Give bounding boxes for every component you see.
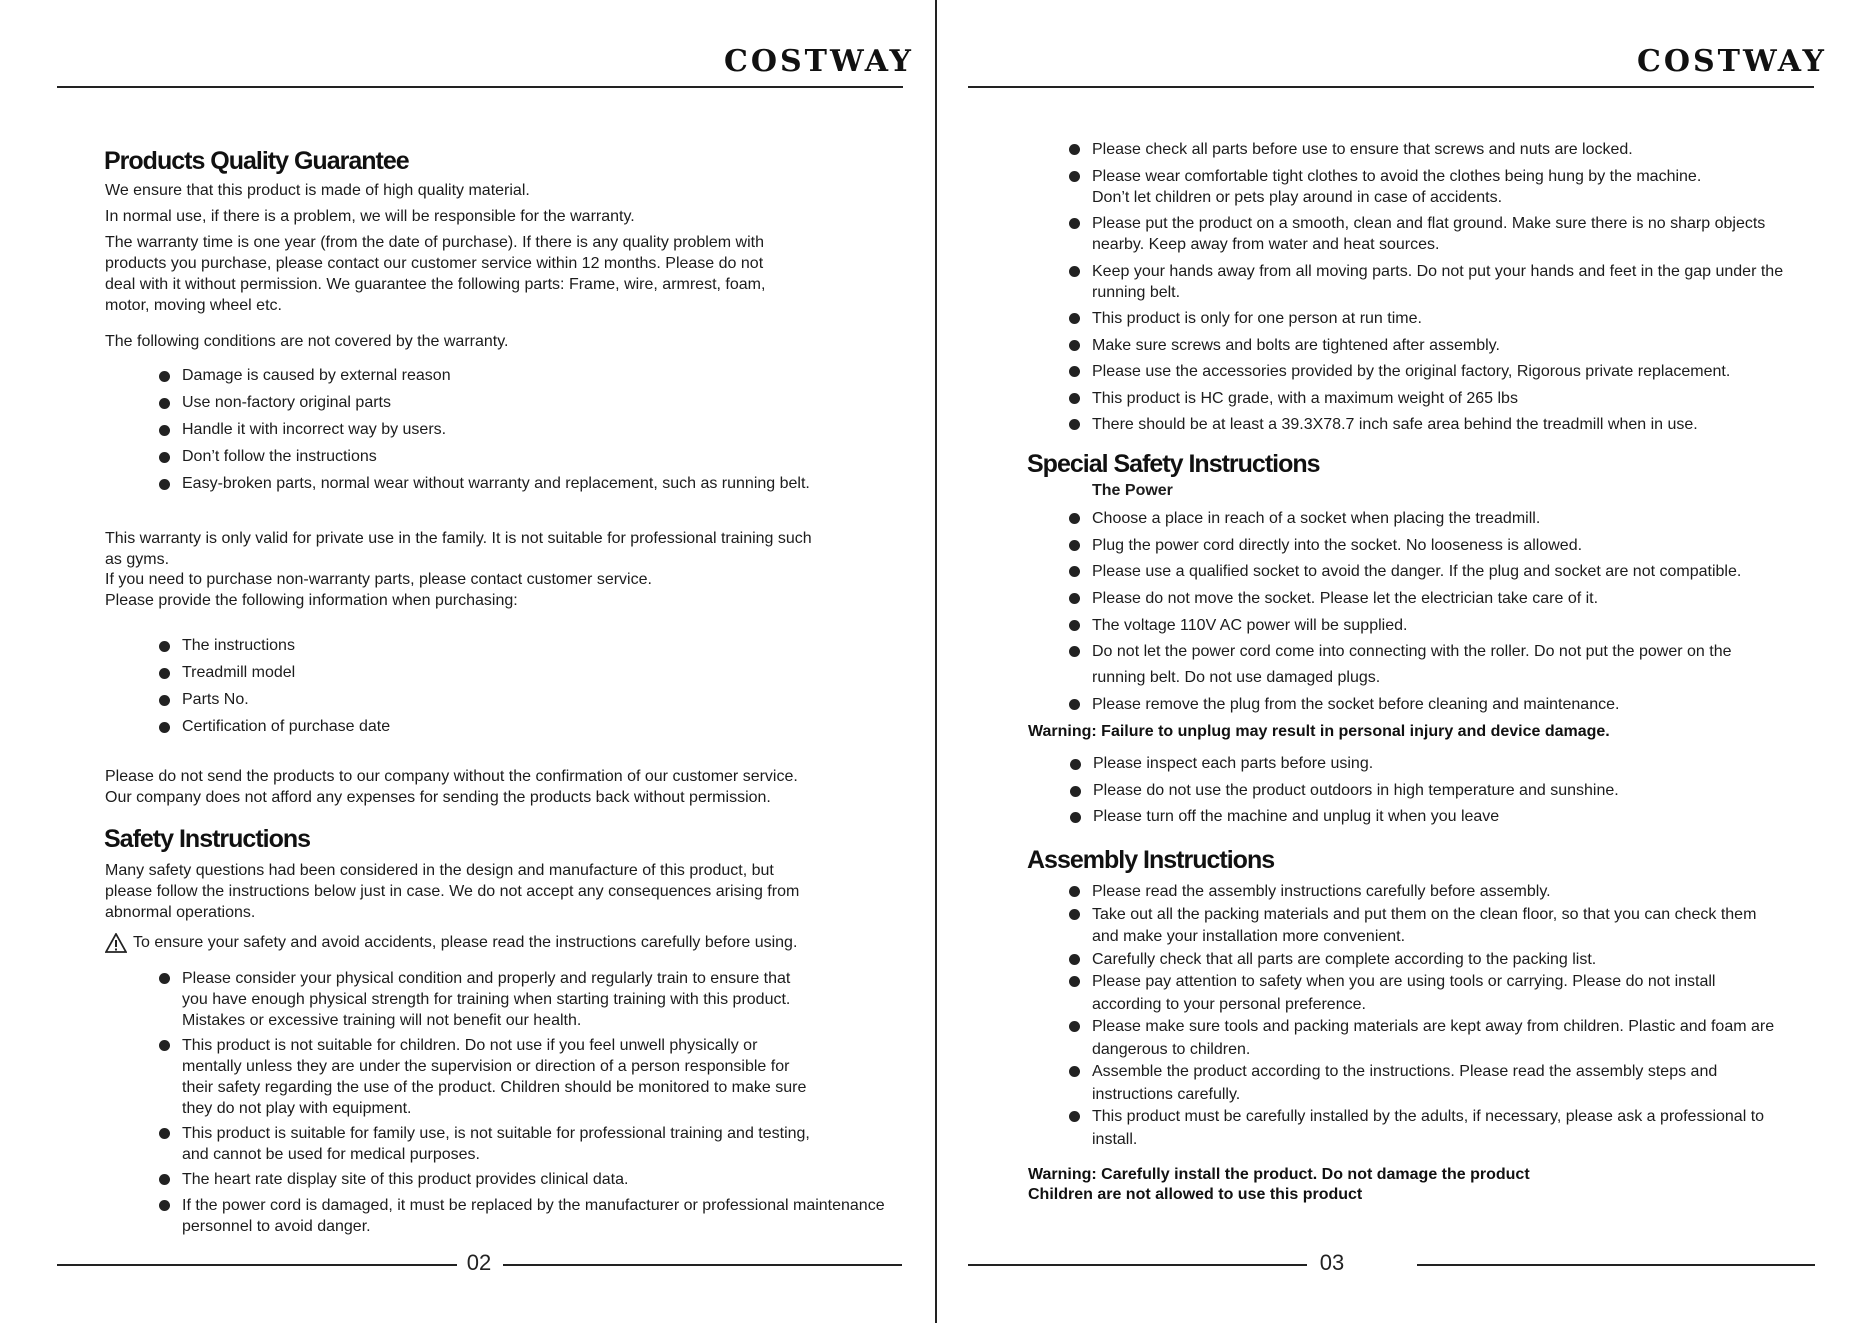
page-right [937,0,1870,1323]
text-line: This product is suitable for family use, is not suitable for professional training and testing, [182,1125,810,1142]
text-line: Please use a qualified socket to avoid the danger. If the plug and socket are not compatible. [1092,563,1742,581]
brand-logo: COSTWAY [1637,44,1827,79]
list-item [1069,561,1741,582]
text-line: please follow the instructions below just in case. We do not accept any consequences arising from [105,883,800,900]
list-item: Please turn off the machine and unplug it when you leave [1070,807,1619,834]
list-item [1069,641,1741,688]
list-item [1069,308,1783,329]
text-line: abnormal operations. [105,904,256,921]
text-line: mentally unless they are under the supervision or direction of a person responsible for [182,1058,790,1075]
list-item [1069,361,1783,382]
text-line: Please do not move the socket. Please let the electrician take care of it. [1092,590,1599,608]
list-item [1069,615,1741,636]
list-item [1069,971,1774,1016]
list-item [159,1195,885,1237]
text-line: The heart rate display site of this product provides clinical data. [182,1171,629,1188]
text-line: Please wear comfortable tight clothes to avoid the clothes being hung by the machine. [1092,167,1702,185]
list-item [1069,904,1774,949]
private-use-para [105,529,812,611]
text-line: running belt. [1092,283,1181,301]
list-item: Parts No. [159,690,390,717]
text-line: Please check all parts before use to ensure that screws and nuts are locked. [1092,141,1633,158]
general-safety-list [1069,139,1783,441]
assembly-warning [1028,1165,1530,1205]
text-line: Do not let the power cord come into connecting with the roller. Do not put the power on the [1092,643,1732,661]
text-line: running belt. Do not use damaged plugs. [1092,669,1381,687]
footer-rule-left [57,1264,457,1266]
text-line: deal with it without permission. We guarantee the following parts: Frame, wire, armrest, foam, [105,276,766,293]
list-item [1069,949,1774,972]
list-item: Don’t follow the instructions [159,447,810,474]
brand-logo: COSTWAY [724,44,914,79]
quality-para-3 [105,232,765,316]
quality-heading: Products Quality Guarantee [104,147,409,175]
text-line: according to your personal preference. [1092,995,1366,1013]
footer-rule-right [1417,1264,1815,1266]
list-item: Please inspect each parts before using. [1070,754,1619,781]
header-rule [968,86,1814,88]
list-item: Certification of purchase date [159,717,390,744]
not-covered-list [159,366,810,501]
list-item [159,968,885,1031]
text-line: Choose a place in reach of a socket when placing the treadmill. [1092,510,1541,527]
text-line: motor, moving wheel etc. [105,297,282,314]
text-line: Take out all the packing materials and put them on the clean floor, so that you can check them [1092,905,1757,923]
text-line: and cannot be used for medical purposes. [182,1146,480,1163]
text-line: and make your installation more convenient. [1092,928,1406,945]
text-line: Keep your hands away from all moving parts. Do not put your hands and feet in the gap under the [1092,262,1784,280]
text-line: The warranty time is one year (from the date of purchase). If there is any quality problem with [105,234,764,251]
list-item: Easy-broken parts, normal wear without warranty and replacement, such as running belt. [159,474,810,501]
text-line: Please read the assembly instructions carefully before assembly. [1092,883,1551,900]
text-line: If you need to purchase non-warranty parts, please contact customer service. [105,571,652,588]
list-item [1069,414,1783,435]
closing-para [105,766,798,808]
text-line: Please consider your physical condition and properly and regularly train to ensure that [182,970,791,987]
additional-safety-list [1070,754,1619,834]
list-item [1069,881,1774,904]
text-line: as gyms. [105,550,170,568]
list-item [1069,535,1741,556]
text-line: Make sure screws and bolts are tightened after assembly. [1092,336,1500,354]
list-item: The instructions [159,636,390,663]
text-line: Children are not allowed to use this product [1028,1186,1363,1203]
list-item [1069,388,1783,409]
text-line: Many safety questions had been considered in the design and manufacture of this product, but [105,862,774,879]
caution-text: To ensure your safety and avoid accidents, please read the instructions carefully before using. [133,934,798,952]
text-line: Please provide the following information when purchasing: [105,591,518,609]
safety-heading: Safety Instructions [104,825,311,853]
text-line: install. [1092,1130,1138,1148]
header-rule [57,86,903,88]
purchase-info-list [159,636,390,744]
quality-para-1: We ensure that this product is made of high quality material. [105,182,530,199]
list-item [1069,166,1783,208]
text-line: they do not play with equipment. [182,1100,412,1117]
power-list [1069,508,1741,721]
list-item [1069,335,1783,356]
list-item [1069,1061,1774,1106]
text-line: products you purchase, please contact our customer service within 12 months. Please do not [105,255,764,272]
list-item: Handle it with incorrect way by users. [159,420,810,447]
text-line: Plug the power cord directly into the socket. No looseness is allowed. [1092,536,1583,554]
text-line: Our company does not afford any expenses for sending the products back without permission. [105,789,771,806]
text-line: This product must be carefully installed by the adults, if necessary, please ask a professional to [1092,1108,1765,1125]
list-item: Damage is caused by external reason [159,366,810,393]
list-item [159,1035,885,1119]
list-item [159,1123,885,1165]
text-line: instructions carefully. [1092,1085,1241,1103]
text-line: Please use the accessories provided by the original factory, Rigorous private replacement. [1092,363,1731,380]
special-safety-heading: Special Safety Instructions [1027,450,1320,478]
quality-para-2: In normal use, if there is a problem, we will be responsible for the warranty. [105,208,635,225]
assembly-heading: Assembly Instructions [1027,846,1275,874]
text-line: If the power cord is damaged, it must be replaced by the manufacturer or professional maintenance [182,1197,885,1214]
text-line: Please make sure tools and packing materials are kept away from children. Plastic and foam are [1092,1018,1775,1035]
text-line: Carefully check that all parts are complete according to the packing list. [1092,950,1597,968]
page-number: 03 [1319,1250,1345,1275]
warning-triangle-icon [105,933,127,953]
list-item [1069,213,1783,255]
text-line: Don’t let children or pets play around in case of accidents. [1092,188,1503,206]
text-line: This product is HC grade, with a maximum weight of 265 lbs [1092,389,1518,407]
text-line: Please pay attention to safety when you are using tools or carrying. Please do not install [1092,973,1716,990]
list-item [159,1169,885,1191]
text-line: personnel to avoid danger. [182,1218,371,1235]
text-line: Please do not send the products to our company without the confirmation of our customer service. [105,768,798,785]
list-item [1069,508,1741,529]
list-item [1069,1106,1774,1151]
text-line: Assemble the product according to the instructions. Please read the assembly steps and [1092,1063,1718,1080]
text-line: you have enough physical strength for training when starting training with this product. [182,991,791,1008]
safety-intro [105,860,799,923]
safety-list [159,968,885,1241]
text-line: Please remove the plug from the socket before cleaning and maintenance. [1092,696,1620,714]
text-line: Warning: Carefully install the product. Do not damage the product [1028,1166,1530,1183]
list-item [1069,1016,1774,1061]
page-number: 02 [466,1250,492,1275]
list-item: Use non-factory original parts [159,393,810,420]
text-line: There should be at least a 39.3X78.7 inch safe area behind the treadmill when in use. [1092,416,1698,433]
list-item [1069,588,1741,609]
text-line: This product is only for one person at run time. [1092,310,1422,327]
text-line: This warranty is only valid for private use in the family. It is not suitable for professional training such [105,530,812,547]
footer-rule-left [968,1264,1307,1266]
list-item [1069,261,1783,303]
not-covered-intro: The following conditions are not covered by the warranty. [105,333,509,350]
power-subheading: The Power [1092,482,1173,499]
text-line: The voltage 110V AC power will be supplied. [1092,616,1408,634]
text-line: Mistakes or excessive training will not benefit our health. [182,1012,582,1029]
text-line: dangerous to children. [1092,1040,1251,1058]
list-item: Please do not use the product outdoors in high temperature and sunshine. [1070,781,1619,808]
text-line: their safety regarding the use of the product. Children should be monitored to make sure [182,1079,807,1096]
text-line: Please put the product on a smooth, clean and flat ground. Make sure there is no sharp objects [1092,215,1766,232]
list-item: Treadmill model [159,663,390,690]
unplug-warning: Warning: Failure to unplug may result in personal injury and device damage. [1028,723,1610,740]
list-item [1069,694,1741,715]
assembly-list [1069,881,1774,1151]
list-item [1069,139,1783,160]
safety-caution [105,933,797,953]
text-line: This product is not suitable for children. Do not use if you feel unwell physically or [182,1037,758,1054]
footer-rule-right [503,1264,902,1266]
text-line: nearby. Keep away from water and heat sources. [1092,236,1440,253]
